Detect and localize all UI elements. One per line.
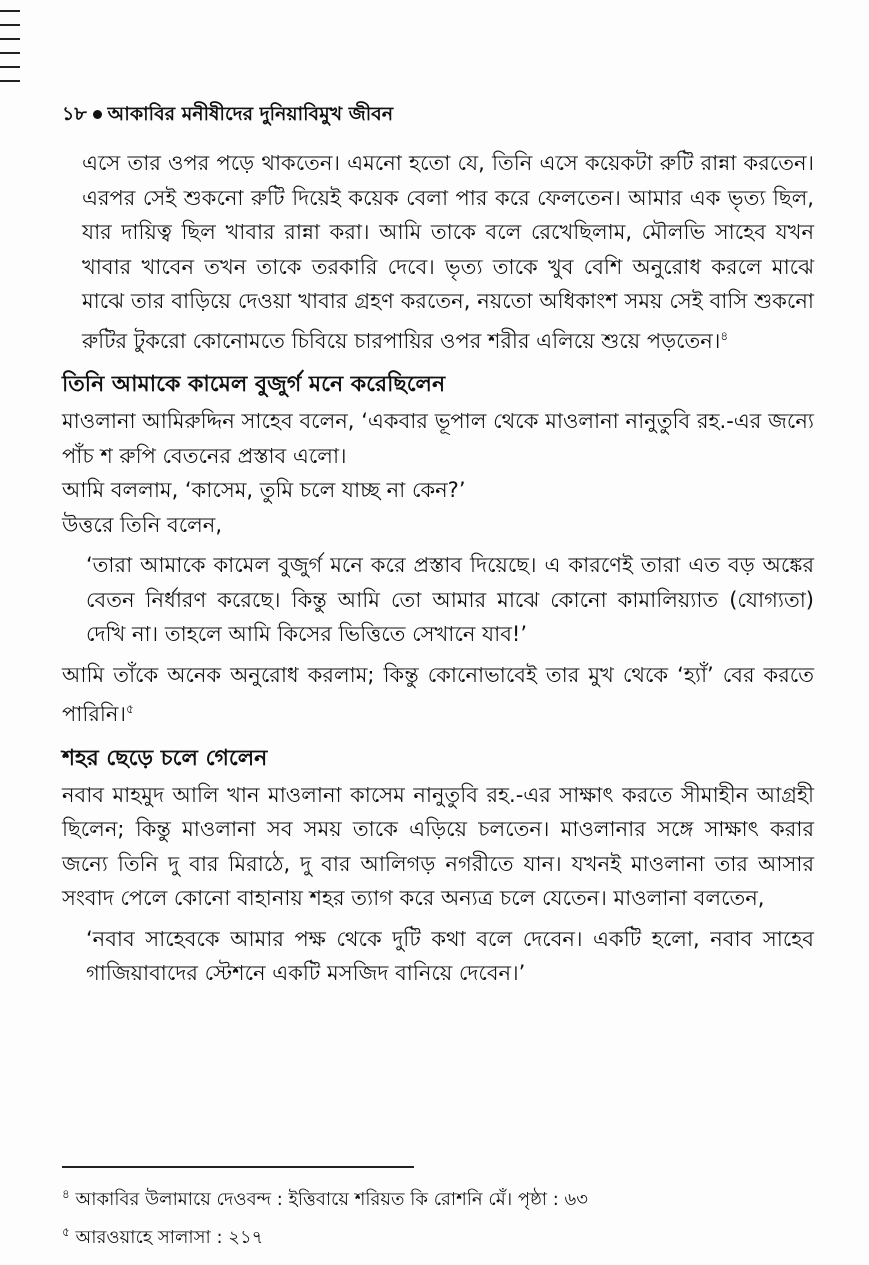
section1-paragraph-1: মাওলানা আমিরুদ্দিন সাহেব বলেন, ‘একবার ভূপাল থেকে মাওলানা নানুতুবি রহ.-এর জন্যে পাঁচ শ রুপি বেতনের প্রস্তাব এলো।	[62, 409, 814, 468]
footnotes	[62, 1178, 814, 1254]
section1-paragraph-4: আমি তাঁকে অনেক অনুরোধ করলাম; কিন্তু কোনোভাবেই তার মুখ থেকে ‘হ্যাঁ’ বের করতে পারিনি।$^৫$	[62, 662, 814, 726]
footnote-ref-5: ৫	[125, 702, 134, 716]
footnote-4: $^৪$ আকাবির উলামায়ে দেওবন্দ : ইত্তিবায়ে শরিয়ত কি রোশনি মেঁ। পৃষ্ঠা : ৬৩	[62, 1187, 588, 1210]
page-edge-marks	[0, 10, 22, 94]
section2-paragraph-1: নবাব মাহমুদ আলি খান মাওলানা কাসেম নানুতুবি রহ.-এর সাক্ষাৎ করতে সীমাহীন আগ্রহী ছিলেন; কিন্তু মাওলানা সব সময় তাকে এড়িয়ে চলতেন। মাওলানার সঙ্গে সাক্ষাৎ করার জন্যে তিনি দু বার মিরাঠে, দু বার আলিগড় নগরীতে যান। যখনই মাওলানা তার আসার সংবাদ পেলে কোনো বাহানায় শহর ত্যাগ করে অন্যত্র চলে যেতেন। মাওলানা বলতেন,	[62, 782, 814, 910]
page-body	[62, 100, 814, 997]
footnote-divider	[62, 1166, 414, 1168]
section-heading-1: তিনি আমাকে কামেল বুজুর্গ মনে করেছিলেন	[62, 372, 446, 397]
section1-paragraph-2: আমি বললাম, ‘কাসেম, তুমি চলে যাচ্ছ না কেন?’	[62, 478, 466, 502]
opening-paragraph: এসে তার ওপর পড়ে থাকতেন। এমনো হতো যে, তিনি এসে কয়েকটা রুটি রান্না করতেন। এরপর সেই শুকনো রুটি দিয়েই কয়েক বেলা পার করে ফেলতেন। আমার এক ভৃত্য ছিল, যার দায়িত্ব ছিল খাবার রান্না করা। আমি তাকে বলে রেখেছিলাম, মৌলভি সাহেব যখন খাবার খাবেন তখন তাকে তরকারি দেবে। ভৃত্য তাকে খুব বেশি অনুরোধ করলে মাঝে মাঝে তার বাড়িয়ে দেওয়া খাবার গ্রহণ করতেন, নয়তো অধিকাংশ সময় সেই বাসি শুকনো রুটির টুকরো কোনোমতে চিবিয়ে চারপায়ির ওপর শরীর এলিয়ে শুয়ে পড়তেন।$^৪$	[82, 151, 814, 353]
section2-quote: ‘নবাব সাহেবকে আমার পক্ষ থেকে দুটি কথা বলে দেবেন। একটি হলো, নবাব সাহেব গাজিয়াবাদের স্টেশনে একটি মসজিদ বানিয়ে দেবেন।’	[86, 926, 814, 985]
bullet-icon	[93, 110, 102, 119]
footnote-ref-4: ৪	[720, 328, 729, 343]
footnote-5: $^৫$ আরওয়াহে সালাসা : ২১৭	[62, 1225, 264, 1248]
section1-quote: ‘তারা আমাকে কামেল বুজুর্গ মনে করে প্রস্তাব দিয়েছে। এ কারণেই তারা এত বড় অঙ্কের বেতন নির্ধারণ করেছে। কিন্তু আমি তো আমার মাঝে কোনো কামালিয়্যাত (যোগ্যতা) দেখি না। তাহলে আমি কিসের ভিত্তিতে সেখানে যাব!’	[86, 553, 814, 646]
section1-paragraph-3: উত্তরে তিনি বলেন,	[62, 512, 223, 537]
book-title: আকাবির মনীষীদের দুনিয়াবিমুখ জীবন	[107, 103, 394, 125]
page-number: ১৮	[62, 103, 87, 125]
section-heading-2: শহর ছেড়ে চলে গেলেন	[62, 745, 268, 771]
running-header	[62, 100, 814, 132]
